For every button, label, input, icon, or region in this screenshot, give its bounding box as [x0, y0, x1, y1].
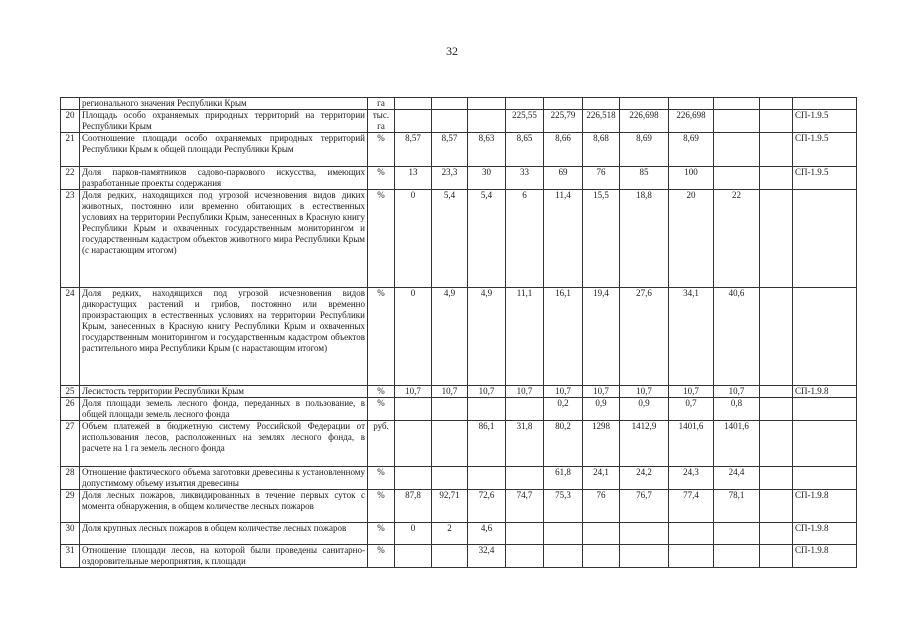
value-cell: 225,79	[544, 110, 583, 133]
value-cell	[669, 545, 714, 568]
value-cell	[395, 467, 432, 490]
value-cell	[544, 545, 583, 568]
indicator-name: Отношение фактического объема заготовки древесины к установленному допустимому объему изъятия древесины	[80, 467, 368, 490]
value-cell: 33	[506, 167, 544, 190]
value-cell	[583, 98, 620, 110]
table-row	[61, 490, 857, 523]
value-cell	[760, 545, 793, 568]
value-cell: 27,6	[620, 288, 669, 386]
indicators-table	[60, 97, 857, 568]
value-cell: 34,1	[669, 288, 714, 386]
value-cell: 0,9	[620, 398, 669, 421]
reference-cell: СП-1.9.8	[793, 523, 857, 545]
value-cell	[760, 398, 793, 421]
unit-cell: %	[368, 133, 395, 167]
indicator-name: Доля крупных лесных пожаров в общем количестве лесных пожаров	[80, 523, 368, 545]
value-cell: 8,65	[506, 133, 544, 167]
value-cell	[506, 98, 544, 110]
row-number	[61, 98, 80, 110]
unit-cell: %	[368, 288, 395, 386]
value-cell: 24,2	[620, 467, 669, 490]
value-cell: 72,6	[468, 490, 506, 523]
value-cell: 76,7	[620, 490, 669, 523]
row-number: 22	[61, 167, 80, 190]
value-cell: 10,7	[432, 386, 468, 398]
value-cell: 10,7	[714, 386, 760, 398]
value-cell: 4,9	[468, 288, 506, 386]
value-cell: 10,7	[669, 386, 714, 398]
table-row	[61, 98, 857, 110]
indicator-name: Площадь особо охраняемых природных территорий на территории Республики Крым	[80, 110, 368, 133]
value-cell	[760, 288, 793, 386]
value-cell	[714, 133, 760, 167]
indicator-name: Соотношение площади особо охраняемых природных территорий Республики Крым к общей площади Республики Крым	[80, 133, 368, 167]
row-number: 27	[61, 421, 80, 467]
indicator-name: Доля площади земель лесного фонда, переданных в пользование, в общей площади земель лесного фонда	[80, 398, 368, 421]
value-cell: 40,6	[714, 288, 760, 386]
row-number: 23	[61, 190, 80, 288]
value-cell: 8,66	[544, 133, 583, 167]
unit-cell: га	[368, 98, 395, 110]
value-cell: 16,1	[544, 288, 583, 386]
unit-cell: %	[368, 490, 395, 523]
unit-cell: %	[368, 467, 395, 490]
value-cell: 10,7	[395, 386, 432, 398]
value-cell	[395, 98, 432, 110]
value-cell	[395, 421, 432, 467]
unit-cell: тыс. га	[368, 110, 395, 133]
value-cell: 8,63	[468, 133, 506, 167]
value-cell	[669, 98, 714, 110]
value-cell: 75,3	[544, 490, 583, 523]
value-cell: 226,698	[620, 110, 669, 133]
value-cell: 1412,9	[620, 421, 669, 467]
table-row	[61, 110, 857, 133]
value-cell: 19,4	[583, 288, 620, 386]
value-cell	[432, 545, 468, 568]
value-cell: 31,8	[506, 421, 544, 467]
value-cell: 1401,6	[669, 421, 714, 467]
value-cell: 8,69	[620, 133, 669, 167]
value-cell: 5,4	[432, 190, 468, 288]
row-number: 21	[61, 133, 80, 167]
reference-cell: СП-1.9.5	[793, 110, 857, 133]
value-cell: 11,4	[544, 190, 583, 288]
indicator-name: Доля редких, находящихся под угрозой исчезновения видов дикорастущих растений и грибов, постоянно или временно произрастающих в естественных условиях на территории Республики Крым, занесенных в Красную книгу Республики Крым и охваченных государственным мониторингом и государственным кадастром объектов растительного мира Республики Крым (с нарастающим итогом)	[80, 288, 368, 386]
value-cell: 87,8	[395, 490, 432, 523]
value-cell: 4,9	[432, 288, 468, 386]
value-cell	[468, 98, 506, 110]
value-cell	[760, 98, 793, 110]
value-cell	[432, 398, 468, 421]
value-cell: 11,1	[506, 288, 544, 386]
reference-cell	[793, 421, 857, 467]
value-cell	[432, 98, 468, 110]
row-number: 29	[61, 490, 80, 523]
value-cell: 225,55	[506, 110, 544, 133]
value-cell	[620, 523, 669, 545]
value-cell	[620, 98, 669, 110]
value-cell: 18,8	[620, 190, 669, 288]
value-cell: 10,7	[468, 386, 506, 398]
reference-cell	[793, 398, 857, 421]
row-number: 26	[61, 398, 80, 421]
value-cell	[468, 398, 506, 421]
unit-cell: %	[368, 523, 395, 545]
row-number: 25	[61, 386, 80, 398]
value-cell: 0,9	[583, 398, 620, 421]
value-cell: 77,4	[669, 490, 714, 523]
table-row	[61, 190, 857, 288]
value-cell: 74,7	[506, 490, 544, 523]
value-cell	[544, 98, 583, 110]
value-cell: 80,2	[544, 421, 583, 467]
table-row	[61, 398, 857, 421]
value-cell: 226,518	[583, 110, 620, 133]
value-cell	[760, 490, 793, 523]
value-cell: 30	[468, 167, 506, 190]
value-cell: 20	[669, 190, 714, 288]
value-cell: 69	[544, 167, 583, 190]
reference-cell: СП-1.9.8	[793, 545, 857, 568]
reference-cell	[793, 190, 857, 288]
value-cell	[468, 467, 506, 490]
value-cell	[583, 523, 620, 545]
value-cell: 8,57	[432, 133, 468, 167]
value-cell: 0	[395, 190, 432, 288]
table-row	[61, 386, 857, 398]
indicator-name: Доля парков-памятников садово-паркового искусства, имеющих разработанные проекты содержания	[80, 167, 368, 190]
value-cell	[432, 110, 468, 133]
reference-cell	[793, 98, 857, 110]
value-cell: 85	[620, 167, 669, 190]
reference-cell	[793, 467, 857, 490]
value-cell: 8,68	[583, 133, 620, 167]
value-cell: 0	[395, 288, 432, 386]
indicator-name: Отношение площади лесов, на которой были проведены санитарно-оздоровительные мероприятия, к площади	[80, 545, 368, 568]
value-cell: 10,7	[620, 386, 669, 398]
value-cell: 2	[432, 523, 468, 545]
value-cell: 61,8	[544, 467, 583, 490]
indicator-name: Лесистость территории Республики Крым	[80, 386, 368, 398]
row-number: 20	[61, 110, 80, 133]
value-cell	[760, 386, 793, 398]
value-cell: 22	[714, 190, 760, 288]
reference-cell	[793, 288, 857, 386]
unit-cell: руб.	[368, 421, 395, 467]
reference-cell: СП-1.9.8	[793, 490, 857, 523]
indicator-name: Доля лесных пожаров, ликвидированных в течение первых суток с момента обнаружения, в общем количестве лесных пожаров	[80, 490, 368, 523]
table-row	[61, 421, 857, 467]
value-cell: 23,3	[432, 167, 468, 190]
table-row	[61, 545, 857, 568]
value-cell	[760, 133, 793, 167]
value-cell: 15,5	[583, 190, 620, 288]
value-cell: 10,7	[583, 386, 620, 398]
table-row	[61, 167, 857, 190]
value-cell	[760, 467, 793, 490]
table-row	[61, 288, 857, 386]
value-cell: 86,1	[468, 421, 506, 467]
value-cell: 8,57	[395, 133, 432, 167]
value-cell	[714, 98, 760, 110]
value-cell: 92,71	[432, 490, 468, 523]
value-cell: 0,8	[714, 398, 760, 421]
value-cell: 0,2	[544, 398, 583, 421]
value-cell	[760, 167, 793, 190]
value-cell: 0	[395, 523, 432, 545]
value-cell	[760, 110, 793, 133]
value-cell	[760, 190, 793, 288]
indicator-name: Объем платежей в бюджетную систему Российской Федерации от использования лесов, расположенных на землях лесного фонда, в расчете на 1 га земель лесного фонда	[80, 421, 368, 467]
table-row	[61, 523, 857, 545]
value-cell: 24,4	[714, 467, 760, 490]
indicator-name: регионального значения Республики Крым	[80, 98, 368, 110]
value-cell	[506, 523, 544, 545]
unit-cell: %	[368, 386, 395, 398]
value-cell	[395, 398, 432, 421]
value-cell	[432, 421, 468, 467]
value-cell	[714, 523, 760, 545]
value-cell	[583, 545, 620, 568]
value-cell	[760, 421, 793, 467]
value-cell: 1298	[583, 421, 620, 467]
value-cell: 5,4	[468, 190, 506, 288]
row-number: 31	[61, 545, 80, 568]
unit-cell: %	[368, 190, 395, 288]
value-cell	[506, 545, 544, 568]
value-cell: 76	[583, 490, 620, 523]
value-cell: 24,1	[583, 467, 620, 490]
value-cell: 1401,6	[714, 421, 760, 467]
indicator-name: Доля редких, находящихся под угрозой исчезновения видов диких животных, постоянно или временно обитающих в естественных условиях на территории Республики Крым, занесенных в Красную книгу Республики Крым и охваченных государственным мониторингом и государственным кадастром объектов животного мира Республики Крым (с нарастающим итогом)	[80, 190, 368, 288]
value-cell	[669, 523, 714, 545]
unit-cell: %	[368, 167, 395, 190]
value-cell	[506, 467, 544, 490]
reference-cell: СП-1.9.5	[793, 167, 857, 190]
value-cell: 78,1	[714, 490, 760, 523]
page-number: 32	[446, 44, 458, 58]
value-cell: 100	[669, 167, 714, 190]
value-cell	[468, 110, 506, 133]
value-cell	[544, 523, 583, 545]
reference-cell: СП-1.9.8	[793, 386, 857, 398]
value-cell	[760, 523, 793, 545]
value-cell	[395, 110, 432, 133]
value-cell: 10,7	[506, 386, 544, 398]
row-number: 28	[61, 467, 80, 490]
value-cell: 76	[583, 167, 620, 190]
value-cell	[432, 467, 468, 490]
value-cell	[714, 167, 760, 190]
value-cell: 6	[506, 190, 544, 288]
table-row	[61, 133, 857, 167]
value-cell: 4,6	[468, 523, 506, 545]
value-cell: 0,7	[669, 398, 714, 421]
value-cell: 13	[395, 167, 432, 190]
value-cell	[714, 110, 760, 133]
value-cell: 10,7	[544, 386, 583, 398]
value-cell	[506, 398, 544, 421]
value-cell: 8,69	[669, 133, 714, 167]
unit-cell: %	[368, 545, 395, 568]
value-cell: 24,3	[669, 467, 714, 490]
value-cell	[395, 545, 432, 568]
row-number: 24	[61, 288, 80, 386]
value-cell: 32,4	[468, 545, 506, 568]
table-row	[61, 467, 857, 490]
reference-cell: СП-1.9.5	[793, 133, 857, 167]
value-cell	[620, 545, 669, 568]
value-cell	[714, 545, 760, 568]
value-cell: 226,698	[669, 110, 714, 133]
row-number: 30	[61, 523, 80, 545]
unit-cell: %	[368, 398, 395, 421]
